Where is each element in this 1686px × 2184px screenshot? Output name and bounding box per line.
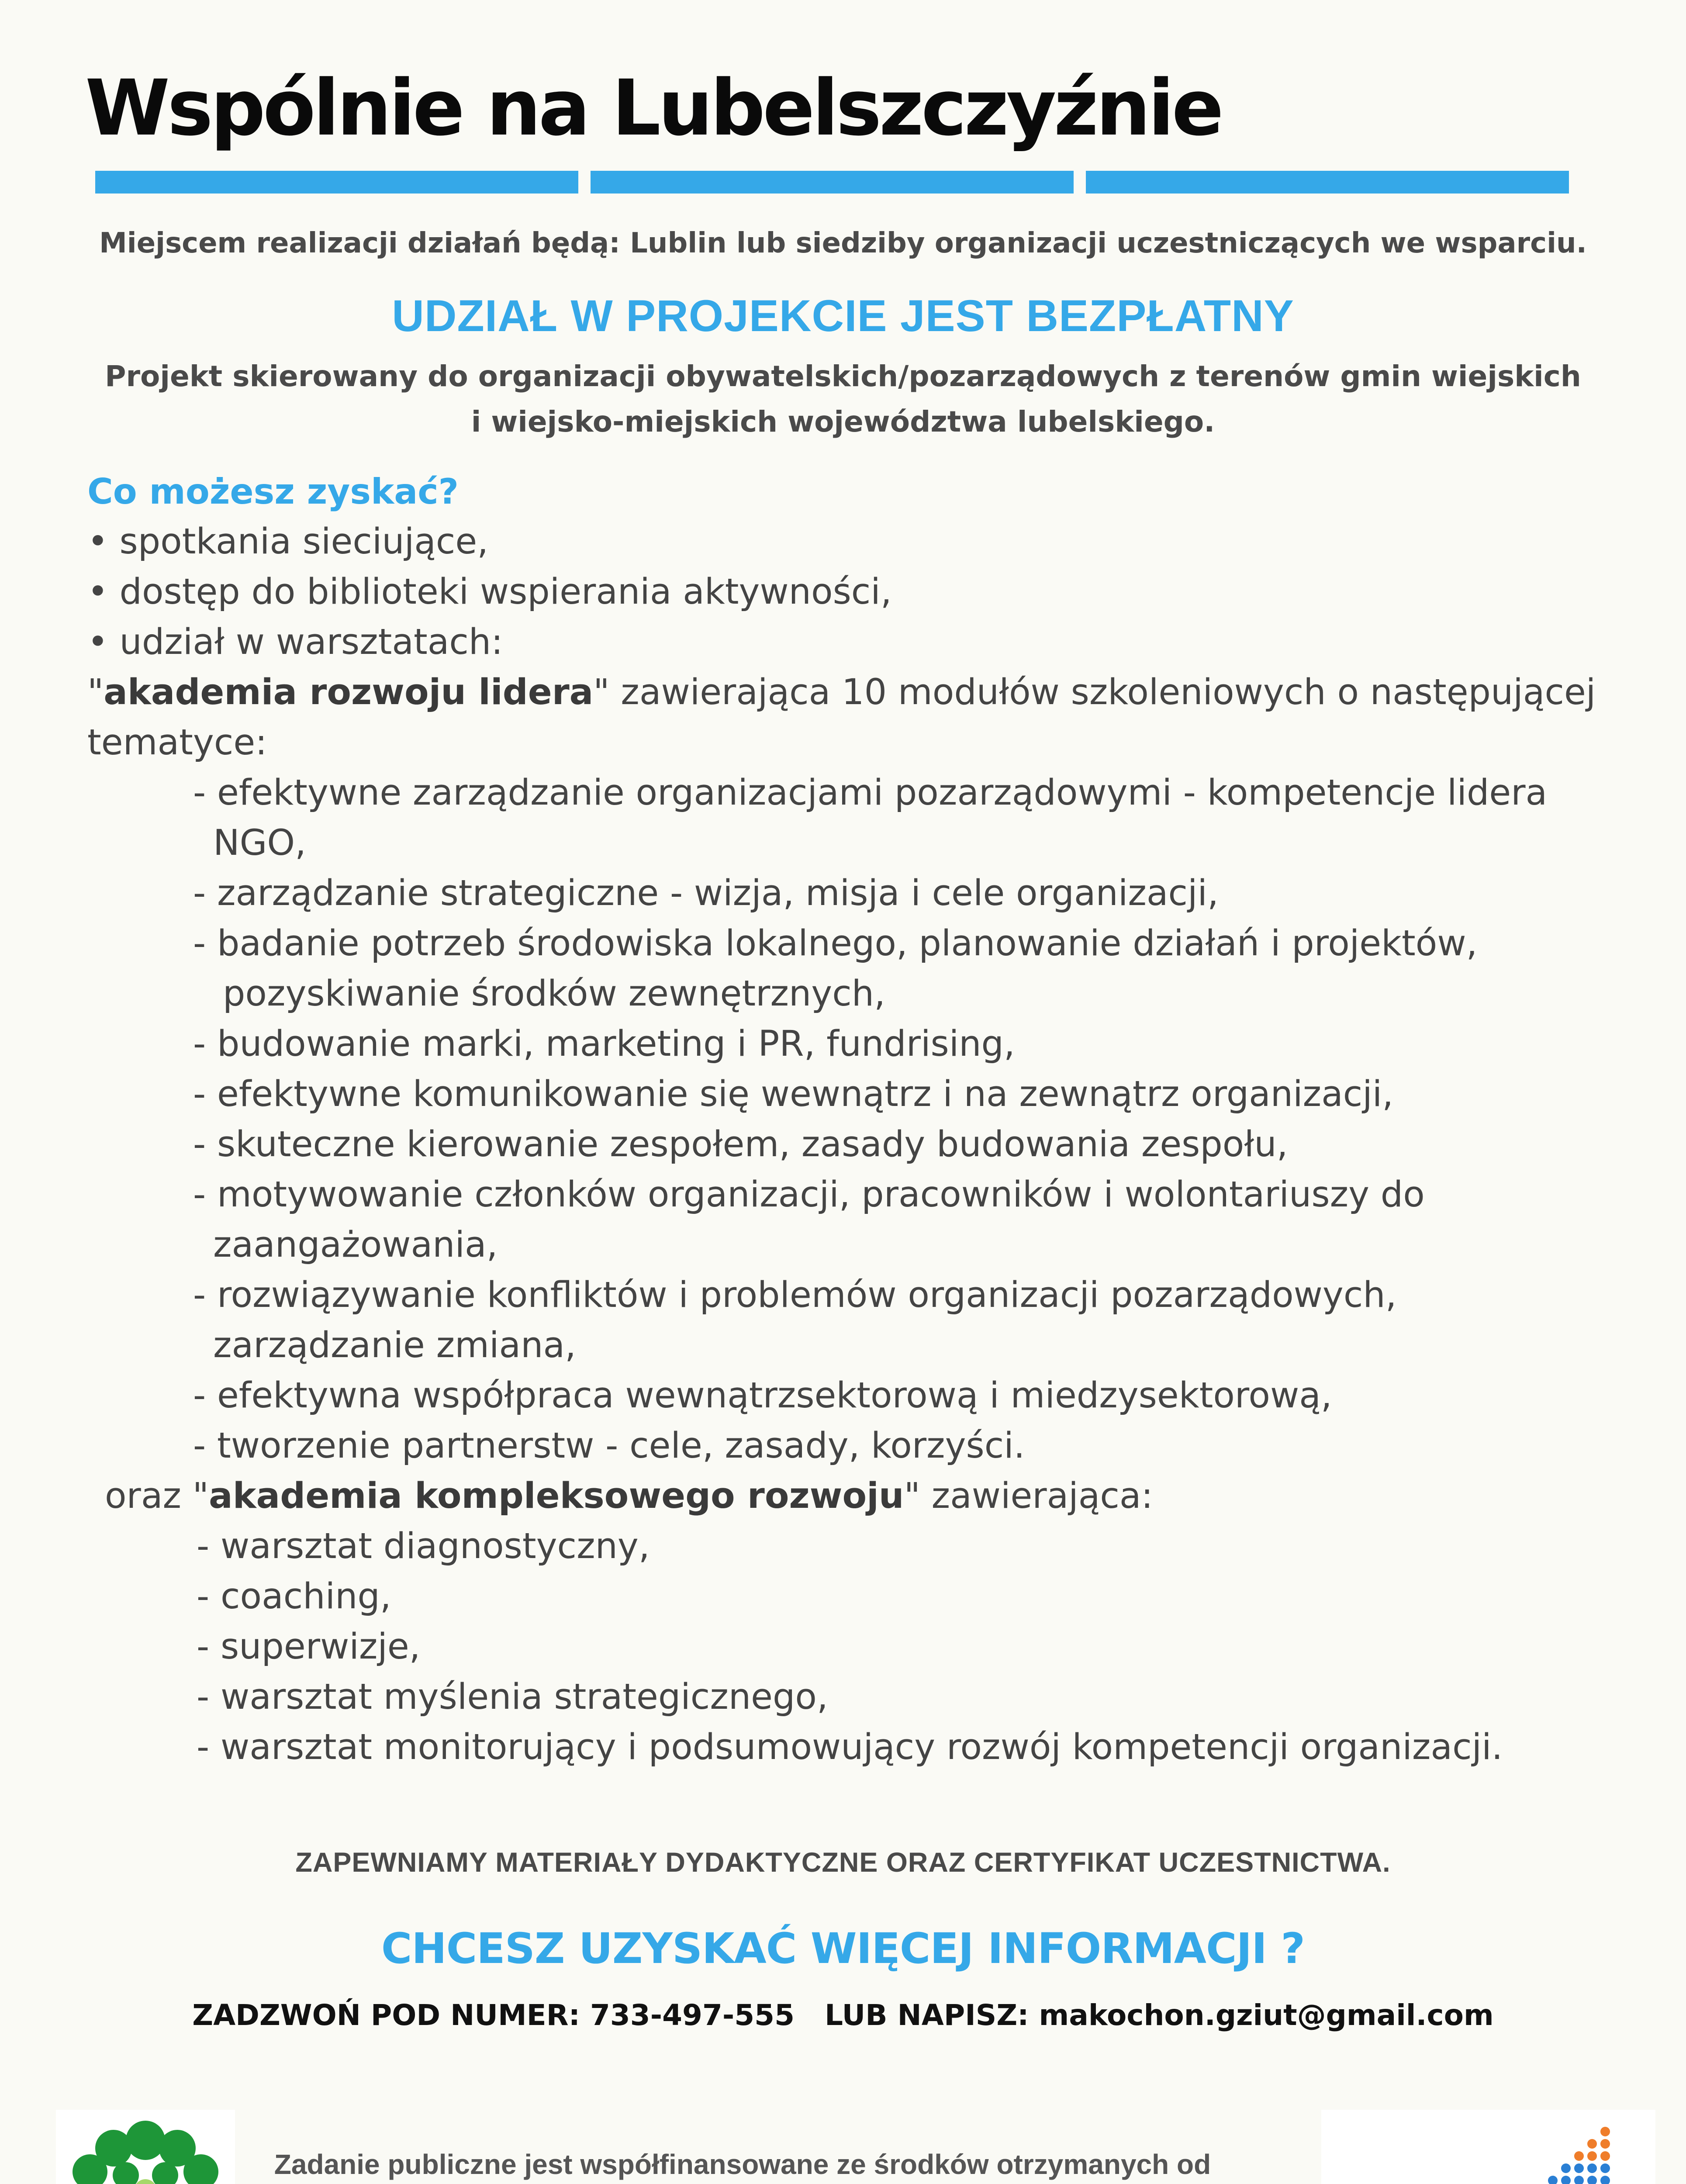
fio-dots-icon — [1321, 2110, 1655, 2184]
complex-item: - warsztat myślenia strategicznego, — [197, 1676, 828, 1717]
bullet-item: • spotkania sieciujące, — [87, 521, 488, 562]
complex-academy-name: akademia kompleksowego rozwoju — [209, 1476, 904, 1517]
title-underline-segment — [95, 171, 578, 194]
complex-academy-prefix: oraz " — [105, 1476, 209, 1517]
complex-academy-suffix: " zawierająca: — [904, 1476, 1153, 1517]
module-item: - efektywne komunikowanie się wewnątrz i na zewnątrz organizacji, — [193, 1074, 1394, 1115]
complex-academy-line — [87, 1471, 1642, 1521]
contact-info: ZADZWOŃ POD NUMER: 733-497-555 LUB NAPISZ: makochon.gziut@gmail.com — [192, 1998, 1494, 2032]
module-item: - budowanie marki, marketing i PR, fundrising, — [193, 1023, 1015, 1064]
title-underline-segment — [1086, 171, 1569, 194]
funding-note — [262, 2144, 1223, 2184]
module-item: - tworzenie partnerstw - cele, zasady, korzyści. — [193, 1425, 1025, 1466]
target-group-line: i wiejsko-miejskich województwa lubelskiego. — [471, 405, 1215, 439]
module-item: - rozwiązywanie konfliktów i problemów organizacji pozarządowych, — [193, 1275, 1397, 1316]
module-item: - efektywna współpraca wewnątrzsektorową i miedzysektorową, — [193, 1375, 1332, 1416]
page-title: Wspólnie na Lubelszczyźnie — [85, 63, 1221, 153]
leader-academy-desc: " zawierająca 10 modułów szkoleniowych o następującej — [593, 672, 1596, 713]
fio-logo — [1321, 2110, 1655, 2184]
benefits-heading: Co możesz zyskać? — [87, 471, 459, 512]
more-info-heading: CHCESZ UZYSKAĆ WIĘCEJ INFORMACJI ? — [381, 1924, 1305, 1973]
module-item: - zarządzanie strategiczne - wizja, misja i cele organizacji, — [193, 873, 1219, 914]
benefits-section — [87, 467, 1642, 1773]
module-item: - efektywne zarządzanie organizacjami pozarządowymi - kompetencje lidera — [193, 772, 1548, 813]
target-group-line: Projekt skierowany do organizacji obywatelskich/pozarządowych z terenów gmin wiejskich — [105, 359, 1581, 393]
module-item: - badanie potrzeb środowiska lokalnego, planowanie działań i projektów, — [193, 923, 1478, 964]
module-item-cont: NGO, — [213, 822, 306, 864]
funding-line: Zadanie publiczne jest współfinansowane ze środków otrzymanych od — [274, 2149, 1211, 2180]
module-item-cont: pozyskiwanie środków zewnętrznych, — [223, 973, 885, 1014]
quote-mark: " — [87, 672, 104, 713]
complex-item: - warsztat diagnostyczny, — [197, 1526, 650, 1567]
module-item: - skuteczne kierowanie zespołem, zasady budowania zespołu, — [193, 1124, 1288, 1165]
materials-note: ZAPEWNIAMY MATERIAŁY DYDAKTYCZNE ORAZ CERTYFIKAT UCZESTNICTWA. — [295, 1847, 1391, 1878]
complex-item: - warsztat monitorujący i podsumowujący rozwój kompetencji organizacji. — [197, 1727, 1503, 1768]
bona-fides-logo — [56, 2110, 235, 2184]
target-group-text — [0, 354, 1686, 445]
complex-item: - coaching, — [197, 1576, 391, 1617]
leader-academy-name: akademia rozwoju lidera — [104, 672, 594, 713]
module-item-cont: zaangażowania, — [213, 1224, 498, 1265]
bullet-item: • dostęp do biblioteki wspierania aktywności, — [87, 571, 892, 612]
module-item: - motywowanie członków organizacji, pracowników i wolontariuszy do — [193, 1174, 1425, 1215]
title-underline-segment — [591, 171, 1074, 194]
bullet-item: • udział w warsztatach: — [87, 622, 503, 663]
location-text: Miejscem realizacji działań będą: Lublin lub siedziby organizacji uczestniczących we wsparciu. — [99, 227, 1587, 259]
leader-academy-line — [87, 667, 1642, 718]
bona-fides-emblem-icon — [56, 2110, 235, 2184]
free-participation-banner: UDZIAŁ W PROJEKCIE JEST BEZPŁATNY — [392, 291, 1294, 341]
module-item-cont: zarządzanie zmiana, — [213, 1325, 576, 1366]
complex-item: - superwizje, — [197, 1626, 421, 1667]
leader-academy-desc-cont: tematyce: — [87, 722, 267, 763]
